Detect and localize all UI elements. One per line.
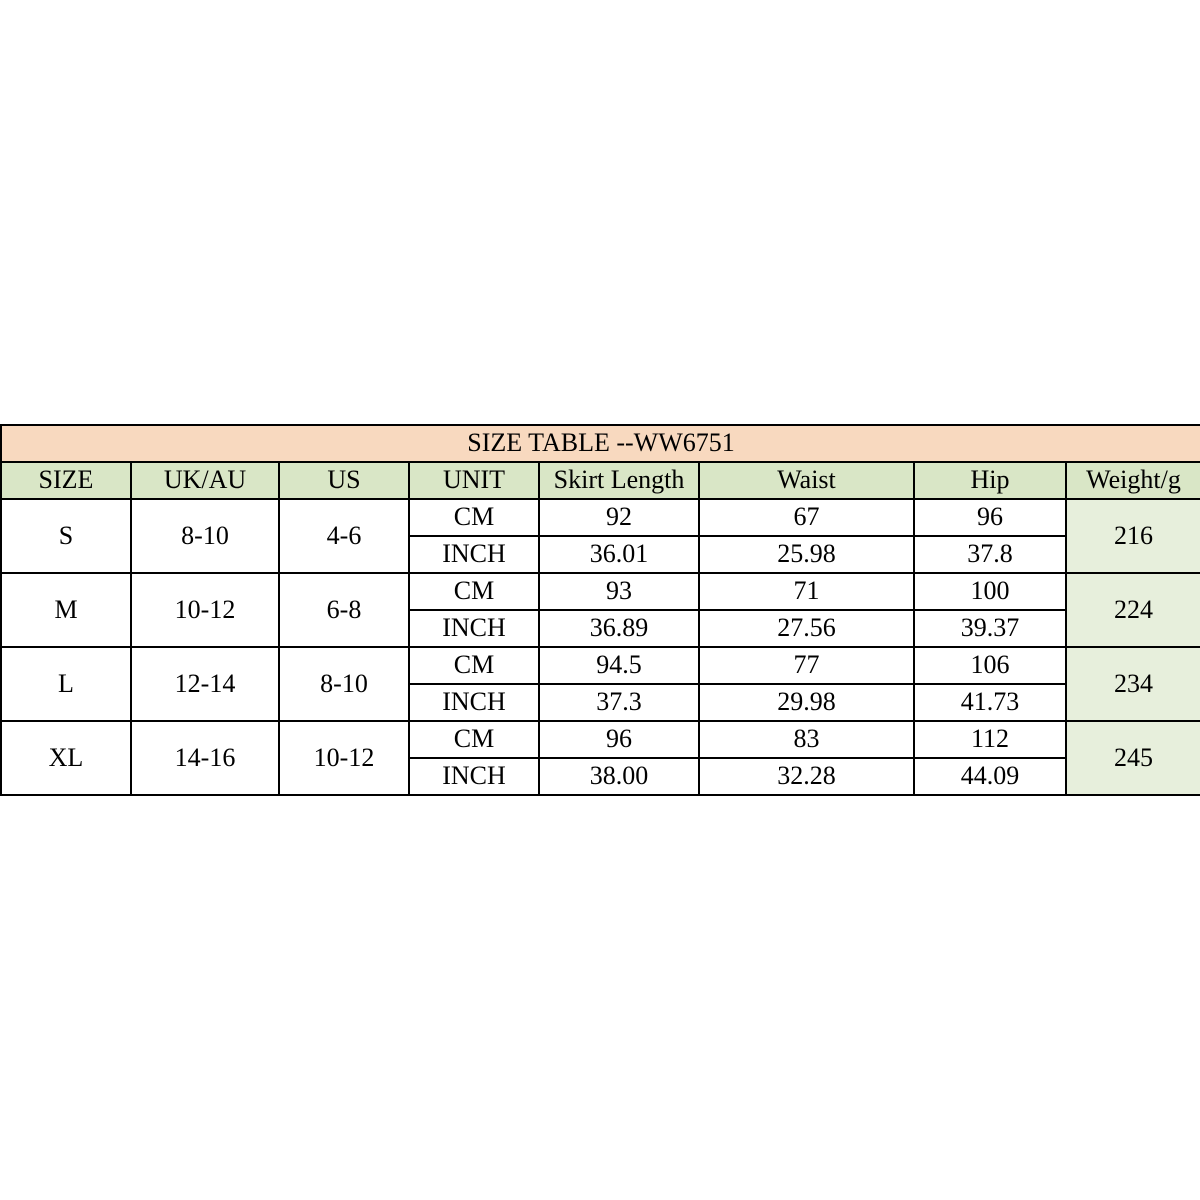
cell-waist-inch: 25.98	[699, 536, 914, 573]
cell-unit-inch: INCH	[409, 684, 539, 721]
cell-hip-inch: 44.09	[914, 758, 1066, 795]
cell-weight: 216	[1066, 499, 1200, 573]
size-table-container	[0, 424, 1200, 796]
column-header-unit: UNIT	[409, 462, 539, 499]
cell-skirt-length-inch: 37.3	[539, 684, 699, 721]
cell-us: 10-12	[279, 721, 409, 795]
cell-unit-cm: CM	[409, 647, 539, 684]
cell-unit-inch: INCH	[409, 758, 539, 795]
cell-skirt-length-inch: 36.01	[539, 536, 699, 573]
column-header-hip: Hip	[914, 462, 1066, 499]
table-row	[1, 573, 1200, 610]
cell-hip-cm: 100	[914, 573, 1066, 610]
cell-size: L	[1, 647, 131, 721]
cell-hip-inch: 39.37	[914, 610, 1066, 647]
cell-waist-cm: 67	[699, 499, 914, 536]
cell-uk-au: 14-16	[131, 721, 279, 795]
cell-skirt-length-cm: 94.5	[539, 647, 699, 684]
column-header-skirt-length: Skirt Length	[539, 462, 699, 499]
cell-unit-cm: CM	[409, 721, 539, 758]
cell-uk-au: 10-12	[131, 573, 279, 647]
cell-skirt-length-cm: 96	[539, 721, 699, 758]
table-title-row	[1, 425, 1200, 462]
cell-uk-au: 12-14	[131, 647, 279, 721]
cell-size: S	[1, 499, 131, 573]
cell-hip-cm: 106	[914, 647, 1066, 684]
cell-hip-inch: 41.73	[914, 684, 1066, 721]
size-table	[0, 424, 1200, 796]
cell-us: 4-6	[279, 499, 409, 573]
cell-weight: 245	[1066, 721, 1200, 795]
cell-size: XL	[1, 721, 131, 795]
column-header-us: US	[279, 462, 409, 499]
cell-us: 8-10	[279, 647, 409, 721]
cell-waist-inch: 29.98	[699, 684, 914, 721]
cell-size: M	[1, 573, 131, 647]
cell-waist-inch: 32.28	[699, 758, 914, 795]
table-header-row	[1, 462, 1200, 499]
cell-weight: 234	[1066, 647, 1200, 721]
table-row	[1, 499, 1200, 536]
cell-unit-cm: CM	[409, 499, 539, 536]
table-title: SIZE TABLE --WW6751	[1, 425, 1200, 462]
column-header-uk-au: UK/AU	[131, 462, 279, 499]
cell-waist-inch: 27.56	[699, 610, 914, 647]
cell-hip-cm: 112	[914, 721, 1066, 758]
cell-waist-cm: 83	[699, 721, 914, 758]
cell-unit-inch: INCH	[409, 536, 539, 573]
cell-skirt-length-inch: 36.89	[539, 610, 699, 647]
cell-waist-cm: 71	[699, 573, 914, 610]
cell-hip-cm: 96	[914, 499, 1066, 536]
column-header-waist: Waist	[699, 462, 914, 499]
cell-skirt-length-inch: 38.00	[539, 758, 699, 795]
cell-skirt-length-cm: 92	[539, 499, 699, 536]
column-header-size: SIZE	[1, 462, 131, 499]
table-row	[1, 721, 1200, 758]
cell-unit-cm: CM	[409, 573, 539, 610]
cell-unit-inch: INCH	[409, 610, 539, 647]
cell-uk-au: 8-10	[131, 499, 279, 573]
cell-hip-inch: 37.8	[914, 536, 1066, 573]
table-row	[1, 647, 1200, 684]
cell-us: 6-8	[279, 573, 409, 647]
cell-weight: 224	[1066, 573, 1200, 647]
column-header-weight: Weight/g	[1066, 462, 1200, 499]
cell-skirt-length-cm: 93	[539, 573, 699, 610]
cell-waist-cm: 77	[699, 647, 914, 684]
